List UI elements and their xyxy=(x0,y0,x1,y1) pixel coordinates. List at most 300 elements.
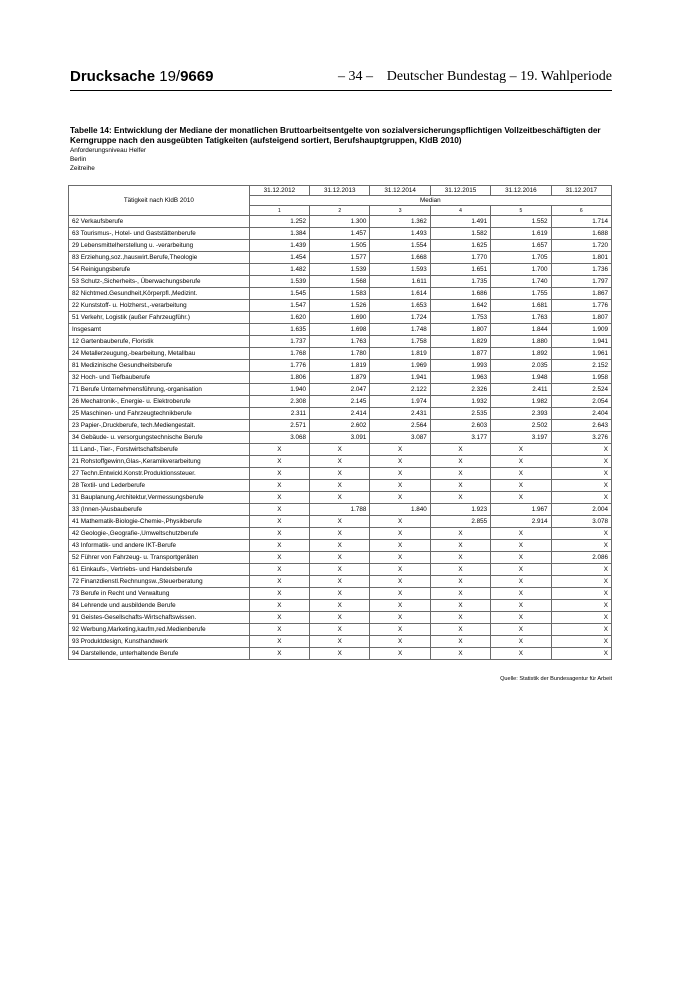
occupation-label: 21 Rohstoffgewinn,Glas-,Keramikverarbeitung xyxy=(69,456,250,468)
median-value: X xyxy=(430,588,490,600)
median-value: 1.753 xyxy=(430,312,490,324)
median-value: X xyxy=(249,600,309,612)
median-value: X xyxy=(370,576,430,588)
median-value: 2.524 xyxy=(551,384,611,396)
median-value: X xyxy=(370,456,430,468)
median-value: X xyxy=(430,528,490,540)
median-value: 1.758 xyxy=(370,336,430,348)
occupation-label: 34 Gebäude- u. versorgungstechnische Berufe xyxy=(69,432,250,444)
median-value: X xyxy=(551,528,611,540)
median-header: Median xyxy=(249,196,611,206)
median-value: X xyxy=(551,648,611,660)
median-value: 1.801 xyxy=(551,252,611,264)
median-value: X xyxy=(310,600,370,612)
median-value: 1.657 xyxy=(491,240,551,252)
median-value: X xyxy=(551,588,611,600)
median-value: 1.482 xyxy=(249,264,309,276)
median-value: 2.643 xyxy=(551,420,611,432)
median-value: 1.568 xyxy=(310,276,370,288)
occupation-label: 62 Verkaufsberufe xyxy=(69,216,250,228)
median-value: 3.068 xyxy=(249,432,309,444)
median-value: 1.748 xyxy=(370,324,430,336)
median-value: 2.393 xyxy=(491,408,551,420)
median-value: 1.653 xyxy=(370,300,430,312)
occupation-label: 61 Einkaufs-, Vertriebs- und Handelsberufe xyxy=(69,564,250,576)
median-value: 2.054 xyxy=(551,396,611,408)
occupation-label: 29 Lebensmittelherstellung u. -verarbeitung xyxy=(69,240,250,252)
year-header: 31.12.2016 xyxy=(491,186,551,196)
median-value: X xyxy=(310,588,370,600)
publisher: Deutscher Bundestag – 19. Wahlperiode xyxy=(386,69,612,84)
table-title: Tabelle 14: Entwicklung der Mediane der monatlichen Bruttoarbeitsentgelte von sozialversicherungspflichtigen Vollzeitbeschäftigten der Kerngruppe nach den ausgeübten Tatigkeiten (aufsteigend sortiert, Berufshauptgruppen, KldB 2010) xyxy=(70,126,601,145)
median-value: 1.384 xyxy=(249,228,309,240)
occupation-label: 94 Darstellende, unterhaltende Berufe xyxy=(69,648,250,660)
median-value: X xyxy=(430,492,490,504)
median-value: 1.583 xyxy=(310,288,370,300)
table-row xyxy=(69,444,612,456)
median-value: 1.700 xyxy=(491,264,551,276)
median-value: 1.735 xyxy=(430,276,490,288)
median-value: X xyxy=(310,564,370,576)
occupation-label: 23 Papier-,Druckberufe, tech.Mediengestalt. xyxy=(69,420,250,432)
median-value: X xyxy=(551,492,611,504)
median-value: 1.776 xyxy=(249,360,309,372)
median-value: 1.457 xyxy=(310,228,370,240)
median-value: X xyxy=(310,480,370,492)
occupation-label: 27 Techn.Entwickl.Konstr.Produktionssteuer. xyxy=(69,468,250,480)
median-value: 1.362 xyxy=(370,216,430,228)
occupation-label: 51 Verkehr, Logistik (außer Fahrzeugführ.) xyxy=(69,312,250,324)
page-number: – 34 – xyxy=(338,69,373,84)
median-value: 1.714 xyxy=(551,216,611,228)
median-value: 1.505 xyxy=(310,240,370,252)
median-value: X xyxy=(310,576,370,588)
median-value: 3.091 xyxy=(310,432,370,444)
median-value: 1.705 xyxy=(491,252,551,264)
year-header: 31.12.2017 xyxy=(551,186,611,196)
median-value: X xyxy=(310,528,370,540)
median-value: X xyxy=(370,648,430,660)
median-value: 1.740 xyxy=(491,276,551,288)
median-value: 2.855 xyxy=(430,516,490,528)
median-value: X xyxy=(551,480,611,492)
occupation-label: 52 Führer von Fahrzeug- u. Transportgeräten xyxy=(69,552,250,564)
table-row xyxy=(69,480,612,492)
median-value: X xyxy=(551,564,611,576)
median-value: X xyxy=(370,516,430,528)
median-value: 2.404 xyxy=(551,408,611,420)
median-value: X xyxy=(491,576,551,588)
table-row xyxy=(69,504,612,516)
occupation-label: 31 Bauplanung,Architektur,Vermessungsberufe xyxy=(69,492,250,504)
median-value: X xyxy=(551,444,611,456)
median-value: X xyxy=(430,468,490,480)
median-value: X xyxy=(491,588,551,600)
median-value: 2.004 xyxy=(551,504,611,516)
table-row xyxy=(69,540,612,552)
table-row xyxy=(69,288,612,300)
median-value: 2.145 xyxy=(310,396,370,408)
median-value: 1.776 xyxy=(551,300,611,312)
table-row xyxy=(69,228,612,240)
series-type: Zeitreihe xyxy=(70,165,95,172)
year-header: 31.12.2012 xyxy=(249,186,309,196)
median-value: 1.552 xyxy=(491,216,551,228)
occupation-label: 81 Medizinische Gesundheitsberufe xyxy=(69,360,250,372)
median-value: X xyxy=(370,564,430,576)
median-value: X xyxy=(491,552,551,564)
median-value: 1.807 xyxy=(551,312,611,324)
table-row xyxy=(69,576,612,588)
occupation-label: 22 Kunststoff- u. Holzherst.,-verarbeitung xyxy=(69,300,250,312)
median-value: 1.940 xyxy=(249,384,309,396)
year-header-row xyxy=(69,186,612,196)
median-value: 1.668 xyxy=(370,252,430,264)
occupation-label: 92 Werbung,Marketing,kaufm,red.Medienberufe xyxy=(69,624,250,636)
table-row xyxy=(69,264,612,276)
occupation-label: 63 Tourismus-, Hotel- und Gaststättenberufe xyxy=(69,228,250,240)
median-value: X xyxy=(310,456,370,468)
median-value: 2.152 xyxy=(551,360,611,372)
median-value: X xyxy=(491,600,551,612)
median-value: 1.819 xyxy=(310,360,370,372)
occupation-label: 28 Textil- und Lederberufe xyxy=(69,480,250,492)
doc-number: 9669 xyxy=(180,68,214,85)
median-value: X xyxy=(430,552,490,564)
table-caption xyxy=(70,126,630,173)
median-value: X xyxy=(249,588,309,600)
median-value: 1.768 xyxy=(249,348,309,360)
median-value: X xyxy=(430,456,490,468)
median-value: X xyxy=(551,540,611,552)
occupation-label: 12 Gartenbauberufe, Floristik xyxy=(69,336,250,348)
median-value: 1.923 xyxy=(430,504,490,516)
median-value: 1.593 xyxy=(370,264,430,276)
median-value: 1.880 xyxy=(491,336,551,348)
median-value: X xyxy=(310,648,370,660)
occupation-label: 73 Berufe in Recht und Verwaltung xyxy=(69,588,250,600)
median-value: X xyxy=(310,624,370,636)
column-index: 4 xyxy=(430,206,490,216)
median-value: 2.564 xyxy=(370,420,430,432)
median-value: 1.619 xyxy=(491,228,551,240)
median-value: 1.840 xyxy=(370,504,430,516)
column-index: 3 xyxy=(370,206,430,216)
median-value: 1.763 xyxy=(310,336,370,348)
occupation-label: 42 Geologie-,Geografie-,Umweltschutzberufe xyxy=(69,528,250,540)
median-value: X xyxy=(249,636,309,648)
median-value: 3.078 xyxy=(551,516,611,528)
median-value: 1.909 xyxy=(551,324,611,336)
row-header: Tätigkeit nach KldB 2010 xyxy=(69,186,250,216)
median-value: 2.411 xyxy=(491,384,551,396)
table-row xyxy=(69,624,612,636)
median-value: X xyxy=(249,444,309,456)
median-value: X xyxy=(249,648,309,660)
median-value: 3.197 xyxy=(491,432,551,444)
median-value: X xyxy=(370,612,430,624)
median-value: 2.431 xyxy=(370,408,430,420)
median-value: X xyxy=(370,528,430,540)
median-value: X xyxy=(249,564,309,576)
median-wage-table xyxy=(68,185,612,660)
median-value: X xyxy=(430,444,490,456)
table-row xyxy=(69,384,612,396)
median-value: X xyxy=(430,612,490,624)
occupation-label: 83 Erziehung,soz.,hauswirt.Berufe,Theologie xyxy=(69,252,250,264)
median-value: 1.877 xyxy=(430,348,490,360)
median-value: X xyxy=(430,636,490,648)
table-row xyxy=(69,648,612,660)
occupation-label: 84 Lehrende und ausbildende Berufe xyxy=(69,600,250,612)
median-value: 1.300 xyxy=(310,216,370,228)
doc-prefix: Drucksache xyxy=(70,68,156,85)
median-value: X xyxy=(370,636,430,648)
occupation-label: 72 Finanzdienstl.Rechnungsw.,Steuerberatung xyxy=(69,576,250,588)
median-value: X xyxy=(551,624,611,636)
median-value: X xyxy=(370,600,430,612)
median-value: 1.493 xyxy=(370,228,430,240)
median-value: 1.582 xyxy=(430,228,490,240)
year-header: 31.12.2015 xyxy=(430,186,490,196)
median-value: 1.829 xyxy=(430,336,490,348)
median-value: 1.892 xyxy=(491,348,551,360)
occupation-label: 82 Nichtmed.Gesundheit,Körperpfl.,Medizint. xyxy=(69,288,250,300)
median-value: 1.611 xyxy=(370,276,430,288)
median-value: X xyxy=(310,492,370,504)
occupation-label: 53 Schutz-,Sicherheits-, Überwachungsberufe xyxy=(69,276,250,288)
table-row xyxy=(69,528,612,540)
median-value: X xyxy=(430,480,490,492)
doc-period: 19/ xyxy=(159,68,181,85)
occupation-label: 41 Mathematik-Biologie-Chemie-,Physikberufe xyxy=(69,516,250,528)
table-row xyxy=(69,312,612,324)
median-value: X xyxy=(249,504,309,516)
table-row xyxy=(69,324,612,336)
median-value: 1.867 xyxy=(551,288,611,300)
median-value: 1.681 xyxy=(491,300,551,312)
median-value: X xyxy=(370,552,430,564)
median-value: 1.969 xyxy=(370,360,430,372)
median-value: 1.491 xyxy=(430,216,490,228)
median-value: 1.736 xyxy=(551,264,611,276)
median-value: X xyxy=(310,636,370,648)
table-row xyxy=(69,336,612,348)
median-value: X xyxy=(249,492,309,504)
median-value: 3.177 xyxy=(430,432,490,444)
occupation-label: 26 Mechatronik-, Energie- u. Elektroberufe xyxy=(69,396,250,408)
median-value: 2.308 xyxy=(249,396,309,408)
median-value: X xyxy=(551,636,611,648)
median-value: X xyxy=(310,612,370,624)
occupation-label: 93 Produktdesign, Kunsthandwerk xyxy=(69,636,250,648)
table-row xyxy=(69,348,612,360)
table-row xyxy=(69,564,612,576)
table-row xyxy=(69,360,612,372)
median-value: X xyxy=(551,600,611,612)
median-value: 1.993 xyxy=(430,360,490,372)
median-value: 1.554 xyxy=(370,240,430,252)
occupation-label: Insgesamt xyxy=(69,324,250,336)
source-note: Quelle: Statistik der Bundesagentur für Arbeit xyxy=(500,676,612,682)
median-value: X xyxy=(370,468,430,480)
table-row xyxy=(69,600,612,612)
median-value: 1.526 xyxy=(310,300,370,312)
median-value: X xyxy=(491,648,551,660)
median-value: 2.535 xyxy=(430,408,490,420)
table-body xyxy=(69,216,612,660)
median-value: 1.635 xyxy=(249,324,309,336)
median-value: X xyxy=(430,564,490,576)
median-value: 1.770 xyxy=(430,252,490,264)
column-index: 2 xyxy=(310,206,370,216)
table-row xyxy=(69,468,612,480)
occupation-label: 43 Informatik- und andere IKT-Berufe xyxy=(69,540,250,552)
median-value: X xyxy=(370,480,430,492)
median-value: 2.603 xyxy=(430,420,490,432)
median-value: 1.614 xyxy=(370,288,430,300)
table-row xyxy=(69,432,612,444)
occupation-label: 54 Reinigungsberufe xyxy=(69,264,250,276)
median-value: 1.547 xyxy=(249,300,309,312)
median-value: X xyxy=(249,624,309,636)
table-row xyxy=(69,276,612,288)
table-row xyxy=(69,492,612,504)
median-value: 1.967 xyxy=(491,504,551,516)
median-value: 1.948 xyxy=(491,372,551,384)
median-value: X xyxy=(249,540,309,552)
median-value: 1.807 xyxy=(430,324,490,336)
median-value: 1.755 xyxy=(491,288,551,300)
median-value: 2.502 xyxy=(491,420,551,432)
median-value: 1.941 xyxy=(370,372,430,384)
median-value: X xyxy=(491,444,551,456)
median-value: 2.571 xyxy=(249,420,309,432)
median-value: 1.651 xyxy=(430,264,490,276)
document-number xyxy=(70,68,213,85)
median-value: 1.698 xyxy=(310,324,370,336)
median-value: 1.688 xyxy=(551,228,611,240)
median-value: 2.311 xyxy=(249,408,309,420)
median-value: X xyxy=(551,468,611,480)
median-value: 1.797 xyxy=(551,276,611,288)
table-row xyxy=(69,252,612,264)
median-value: X xyxy=(249,516,309,528)
occupation-label: 25 Maschinen- und Fahrzeugtechnikberufe xyxy=(69,408,250,420)
median-value: 1.737 xyxy=(249,336,309,348)
median-value: X xyxy=(551,456,611,468)
median-value: X xyxy=(491,612,551,624)
median-value: X xyxy=(370,492,430,504)
median-value: 2.414 xyxy=(310,408,370,420)
year-header: 31.12.2013 xyxy=(310,186,370,196)
table-row xyxy=(69,372,612,384)
median-value: X xyxy=(491,636,551,648)
median-value: X xyxy=(491,468,551,480)
page-header xyxy=(70,68,612,91)
median-value: X xyxy=(430,600,490,612)
median-value: X xyxy=(491,480,551,492)
median-value: 1.724 xyxy=(370,312,430,324)
median-value: 1.454 xyxy=(249,252,309,264)
median-value: 2.914 xyxy=(491,516,551,528)
median-value: 3.087 xyxy=(370,432,430,444)
median-value: 1.686 xyxy=(430,288,490,300)
median-value: 2.122 xyxy=(370,384,430,396)
median-value: X xyxy=(310,540,370,552)
median-value: X xyxy=(430,576,490,588)
table-row xyxy=(69,300,612,312)
table-row xyxy=(69,396,612,408)
table-row xyxy=(69,456,612,468)
median-value: X xyxy=(370,624,430,636)
median-value: 1.642 xyxy=(430,300,490,312)
median-value: 1.539 xyxy=(249,276,309,288)
median-value: X xyxy=(310,468,370,480)
median-value: 1.932 xyxy=(430,396,490,408)
column-index: 6 xyxy=(551,206,611,216)
median-value: 1.545 xyxy=(249,288,309,300)
median-value: X xyxy=(310,444,370,456)
median-value: X xyxy=(249,552,309,564)
median-value: 1.982 xyxy=(491,396,551,408)
table-row xyxy=(69,612,612,624)
occupation-label: 24 Metallerzeugung,-bearbeitung, Metallbau xyxy=(69,348,250,360)
median-value: X xyxy=(491,540,551,552)
median-value: 2.602 xyxy=(310,420,370,432)
median-value: X xyxy=(491,456,551,468)
median-value: X xyxy=(310,516,370,528)
table-row xyxy=(69,552,612,564)
occupation-label: 11 Land-, Tier-, Forstwirtschaftsberufe xyxy=(69,444,250,456)
median-value: 1.963 xyxy=(430,372,490,384)
median-value: 2.326 xyxy=(430,384,490,396)
median-value: 2.047 xyxy=(310,384,370,396)
median-value: X xyxy=(491,492,551,504)
median-value: 2.035 xyxy=(491,360,551,372)
median-value: X xyxy=(249,468,309,480)
median-value: X xyxy=(430,540,490,552)
median-value: 1.806 xyxy=(249,372,309,384)
table-row xyxy=(69,516,612,528)
median-value: X xyxy=(249,576,309,588)
median-value: 1.720 xyxy=(551,240,611,252)
median-value: 1.961 xyxy=(551,348,611,360)
median-value: 1.539 xyxy=(310,264,370,276)
region: Berlin xyxy=(70,156,87,163)
median-value: X xyxy=(551,612,611,624)
occupation-label: 71 Berufe Unternehmensführung,-organisation xyxy=(69,384,250,396)
median-value: 1.690 xyxy=(310,312,370,324)
median-value: X xyxy=(249,612,309,624)
median-value: X xyxy=(491,564,551,576)
median-value: X xyxy=(430,624,490,636)
median-value: 1.252 xyxy=(249,216,309,228)
median-value: 1.780 xyxy=(310,348,370,360)
table-row xyxy=(69,240,612,252)
median-value: 3.276 xyxy=(551,432,611,444)
occupation-label: 32 Hoch- und Tiefbauberufe xyxy=(69,372,250,384)
occupation-label: 33 (Innen-)Ausbauberufe xyxy=(69,504,250,516)
median-value: X xyxy=(249,456,309,468)
table-row xyxy=(69,636,612,648)
median-value: X xyxy=(491,528,551,540)
median-value: 1.941 xyxy=(551,336,611,348)
median-value: X xyxy=(370,540,430,552)
median-value: 1.879 xyxy=(310,372,370,384)
median-value: X xyxy=(430,648,490,660)
median-value: 1.439 xyxy=(249,240,309,252)
